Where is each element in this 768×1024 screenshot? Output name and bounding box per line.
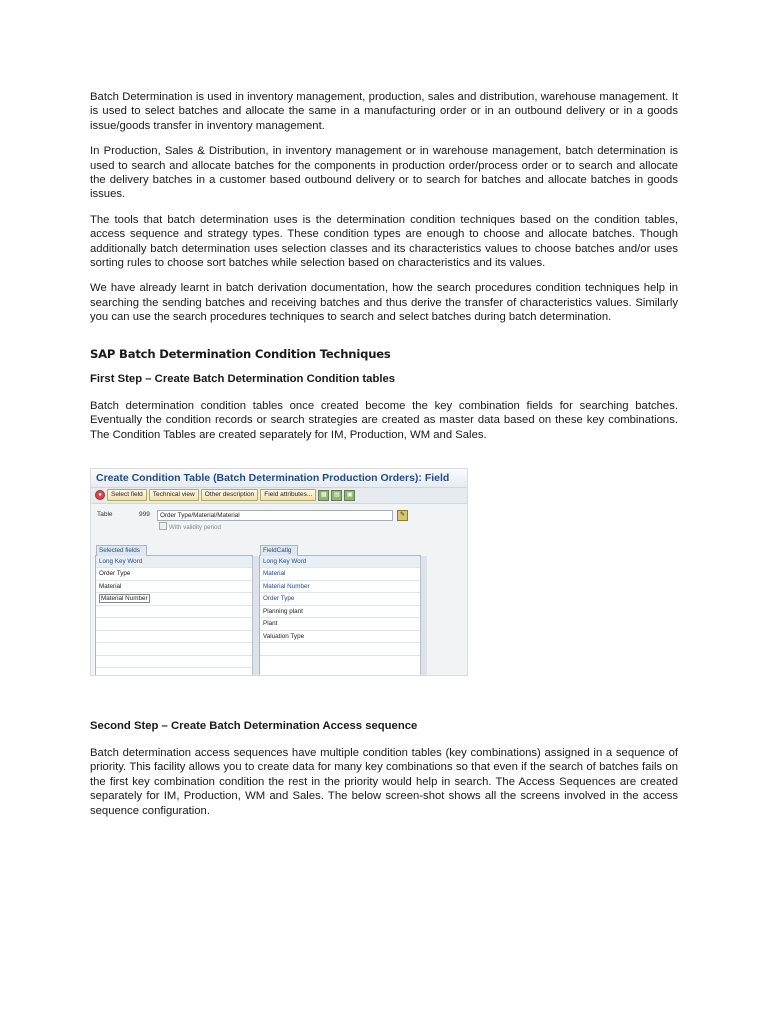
field-catalog-table — [259, 546, 421, 676]
table-row[interactable]: Order Type — [96, 568, 252, 581]
technical-view-button[interactable]: Technical view — [149, 489, 199, 501]
sap-toolbar — [91, 487, 467, 504]
table-row[interactable] — [260, 643, 420, 656]
table-row[interactable] — [96, 593, 252, 606]
table-icon[interactable]: ▤ — [331, 490, 342, 501]
table-row[interactable] — [96, 656, 252, 669]
table-row[interactable]: Plant — [260, 618, 420, 631]
sap-screenshot — [90, 468, 468, 676]
paragraph-derivation: We have already learnt in batch derivation documentation, how the search procedures condition techniques help in searching the sending batches and receiving batches and thus derive the transfer of characteristics values. Similarly you can use the search procedures techniques to search and select batches during batch determination. — [90, 282, 678, 324]
table-row[interactable]: Material — [96, 581, 252, 594]
table-row[interactable]: Material — [260, 568, 420, 581]
table-number: 999 — [139, 510, 150, 518]
table-description-field[interactable]: Order Type/Material/Material — [157, 510, 393, 521]
field-catalog-scrollbar[interactable] — [420, 556, 427, 676]
table-row[interactable]: Planning plant — [260, 606, 420, 619]
sap-window-title: Create Condition Table (Batch Determination Production Orders): Field — [91, 469, 467, 487]
paragraph-usage: In Production, Sales & Distribution, in inventory management or in warehouse management, batch determination is used to search and allocate batches for the components in production order/process order or to search and allocate the delivery batches in a customer based outbound delivery or to search for batches and allocate batches in goods issues. — [90, 145, 678, 201]
table-row-label: Material Number — [101, 595, 148, 603]
step2-paragraph: Batch determination access sequences have multiple condition tables (key combinations) assigned in a sequence of priority. This facility allows you to create data for many key combinations so that even if the search of batches fails on the first key combination condition the rest in the priority would help in search. The Access Sequences are created separately for IM, Production, WM and Sales. The below screen-shot shows all the screens involved in the access sequence configuration. — [90, 746, 678, 817]
stop-icon[interactable]: ● — [95, 490, 105, 500]
validity-period-label: With validity period — [169, 523, 221, 531]
table-row[interactable]: Order Type — [260, 593, 420, 606]
paragraph-tools: The tools that batch determination uses is the determination condition techniques based on the condition tables, access sequence and strategy types. These condition types are enough to choose and allocate batches. Though additionally batch determination uses selection classes and its characteristics values to choose batches and/or uses sorting rules to choose sort batches while selection based on characteristics and its values. — [90, 213, 678, 270]
selected-fields-tab[interactable]: Selected fields — [96, 545, 147, 556]
section-heading: SAP Batch Determination Condition Techniques — [90, 346, 391, 361]
grid-icon[interactable]: ▦ — [318, 490, 329, 501]
select-field-button[interactable]: Select field — [107, 489, 147, 501]
field-catalog-tab[interactable]: FieldCatlg — [260, 545, 298, 556]
table-row[interactable] — [96, 618, 252, 631]
generate-icon[interactable]: ▣ — [344, 490, 355, 501]
table-row[interactable] — [96, 643, 252, 656]
table-row[interactable] — [96, 606, 252, 619]
step1-heading: First Step – Create Batch Determination Condition tables — [90, 372, 396, 385]
paragraph-intro: Batch Determination is used in inventory management, production, sales and distribution, warehouse management. It is used to select batches and allocate the same in a manufacturing order or in an outbound delivery or in a goods issue/goods transfer in inventory management. — [90, 91, 678, 132]
document-page — [90, 90, 678, 829]
table-row[interactable] — [96, 631, 252, 644]
selected-fields-table — [95, 546, 253, 676]
table-label: Table — [97, 510, 113, 518]
validity-period-checkbox[interactable] — [159, 522, 221, 531]
table-row[interactable]: Valuation Type — [260, 631, 420, 644]
edit-icon[interactable]: ✎ — [397, 510, 408, 521]
other-description-button[interactable]: Other description — [201, 489, 259, 501]
step2-heading: Second Step – Create Batch Determination Access sequence — [90, 719, 418, 732]
step1-paragraph: Batch determination condition tables once created become the key combination fields for searching batches. Eventually the condition records or search strategies are created as master data based on these key combinations. The Condition Tables are created separately for IM, Production, WM and Sales. — [90, 399, 678, 441]
field-attributes-button[interactable]: Field attributes... — [260, 489, 316, 501]
selected-fields-header[interactable]: Long Key Word — [96, 556, 252, 569]
field-catalog-header[interactable]: Long Key Word — [260, 556, 420, 569]
table-row[interactable]: Material Number — [260, 581, 420, 594]
selected-fields-scrollbar[interactable] — [252, 556, 259, 676]
